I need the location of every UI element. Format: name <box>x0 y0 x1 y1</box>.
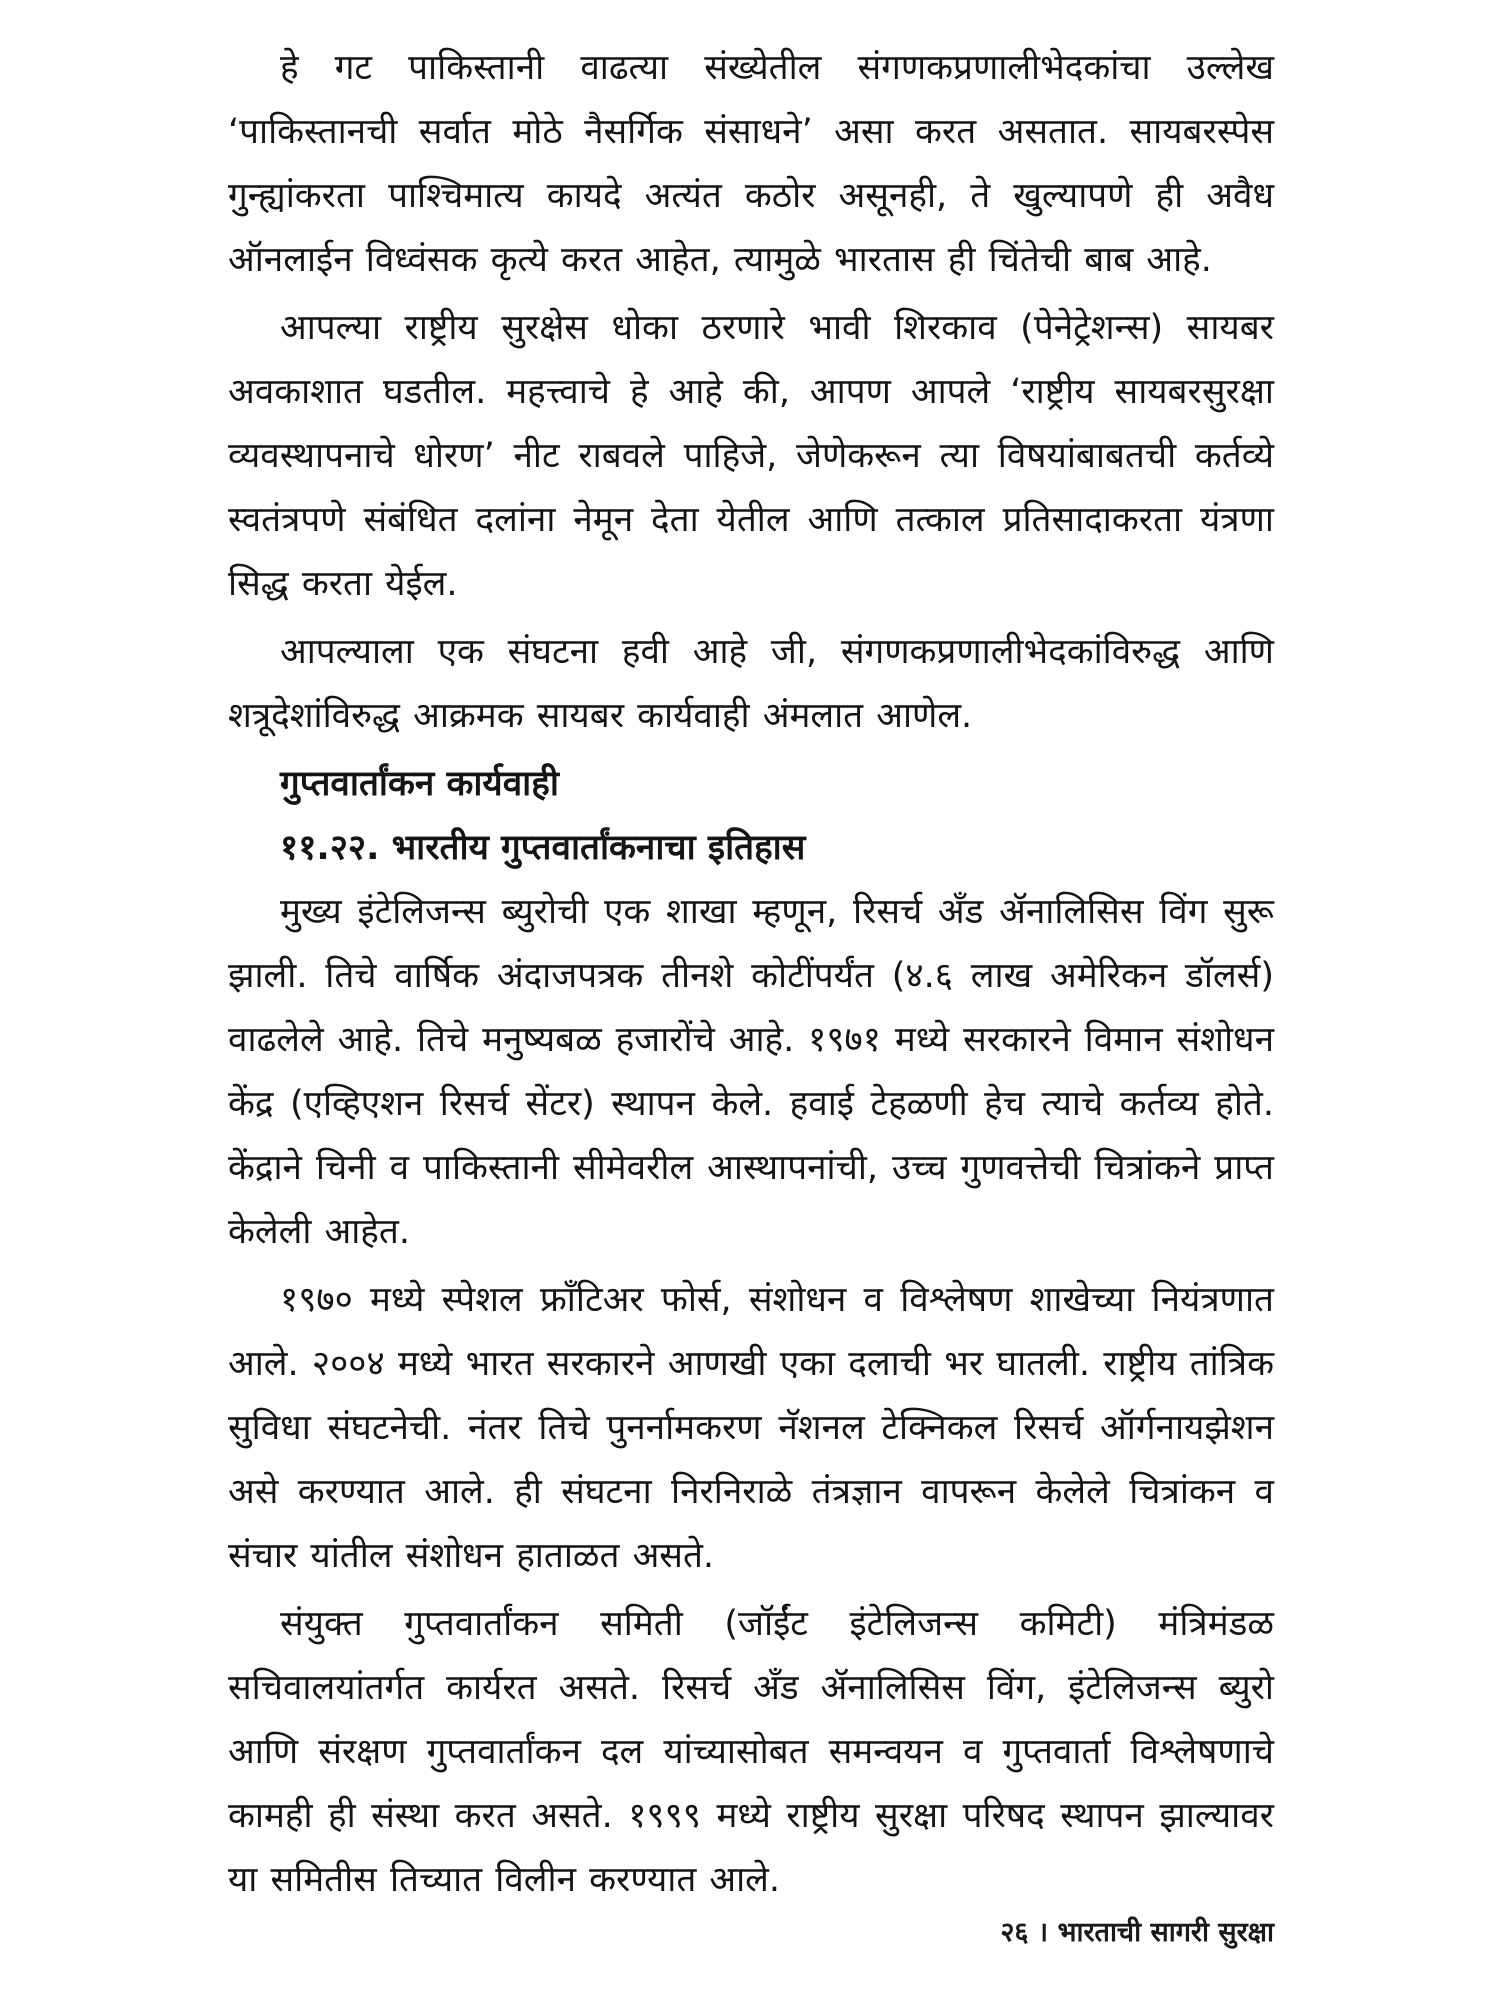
page-number: २६ <box>1000 1917 1029 1948</box>
book-title: भारताची सागरी सुरक्षा <box>1057 1917 1274 1948</box>
section-heading: गुप्तवार्तांकन कार्यवाही <box>280 764 559 804</box>
paragraph-5: १९७० मध्ये स्पेशल फ्रॉंटिअर फोर्स, संशोधन व विश्लेषण शाखेच्या नियंत्रणात आले. २००४ मध्ये भारत सरकारने आणखी एका दलाची भर घातली. राष्ट्रीय तांत्रिक सुविधा संघटनेची. नंतर तिचे पुनर्नामकरण नॅशनल टेक्निकल रिसर्च ऑर्गनायझेशन असे करण्यात आले. ही संघटना निरनिराळे तंत्रज्ञान वापरून केलेले चित्रांकन व संचार यांतील संशोधन हाताळत असते. <box>228 1280 1274 1576</box>
page-footer <box>1000 1912 1274 1949</box>
paragraph-4: मुख्य इंटेलिजन्स ब्युरोची एक शाखा म्हणून, रिसर्च अँड ॲनालिसिस विंग सुरू झाली. तिचे वार्षिक अंदाजपत्रक तीनशे कोटींपर्यंत (४.६ लाख अमेरिकन डॉलर्स) वाढलेले आहे. तिचे मनुष्यबळ हजारोंचे आहे. १९७१ मध्ये सरकारने विमान संशोधन केंद्र (एव्हिएशन रिसर्च सेंटर) स्थापन केले. हवाई टेहळणी हेच त्याचे कर्तव्य होते. केंद्राने चिनी व पाकिस्तानी सीमेवरील आस्थापनांची, उच्च गुणवत्तेची चित्रांकने प्राप्त केलेली आहेत. <box>228 892 1274 1252</box>
footer-separator: । <box>1037 1917 1049 1948</box>
paragraph-6: संयुक्त गुप्तवार्तांकन समिती (जॉईंट इंटेलिजन्स कमिटी) मंत्रिमंडळ सचिवालयांतर्गत कार्यरत असते. रिसर्च अँड ॲनालिसिस विंग, इंटेलिजन्स ब्युरो आणि संरक्षण गुप्तवार्तांकन दल यांच्यासोबत समन्वयन व गुप्तवार्ता विश्लेषणाचे कामही ही संस्था करत असते. १९९९ मध्ये राष्ट्रीय सुरक्षा परिषद स्थापन झाल्यावर या समितीस तिच्यात विलीन करण्यात आले. <box>228 1604 1274 1900</box>
subsection-heading: ११.२२. भारतीय गुप्तवार्तांकनाचा इतिहास <box>280 828 806 868</box>
paragraph-2: आपल्या राष्ट्रीय सुरक्षेस धोका ठरणारे भावी शिरकाव (पेनेट्रेशन्स) सायबर अवकाशात घडतील. महत्त्वाचे हे आहे की, आपण आपले ‘राष्ट्रीय सायबरसुरक्षा व्यवस्थापनाचे धोरण’ नीट राबवले पाहिजे, जेणेकरून त्या विषयांबाबतची कर्तव्ये स्वतंत्रपणे संबंधित दलांना नेमून देता येतील आणि तत्काल प्रतिसादाकरता यंत्रणा सिद्ध करता येईल. <box>228 308 1274 604</box>
paragraph-3: आपल्याला एक संघटना हवी आहे जी, संगणकप्रणालीभेदकांविरुद्ध आणि शत्रूदेशांविरुद्ध आक्रमक सायबर कार्यवाही अंमलात आणेल. <box>228 632 1274 736</box>
page-body <box>228 36 1274 1916</box>
paragraph-1: हे गट पाकिस्तानी वाढत्या संख्येतील संगणकप्रणालीभेदकांचा उल्लेख ‘पाकिस्तानची सर्वात मोठे नैसर्गिक संसाधने’ असा करत असतात. सायबरस्पेस गुन्ह्यांकरता पाश्चिमात्य कायदे अत्यंत कठोर असूनही, ते खुल्यापणे ही अवैध ऑनलाईन विध्वंसक कृत्ये करत आहेत, त्यामुळे भारतास ही चिंतेची बाब आहे. <box>228 48 1274 280</box>
